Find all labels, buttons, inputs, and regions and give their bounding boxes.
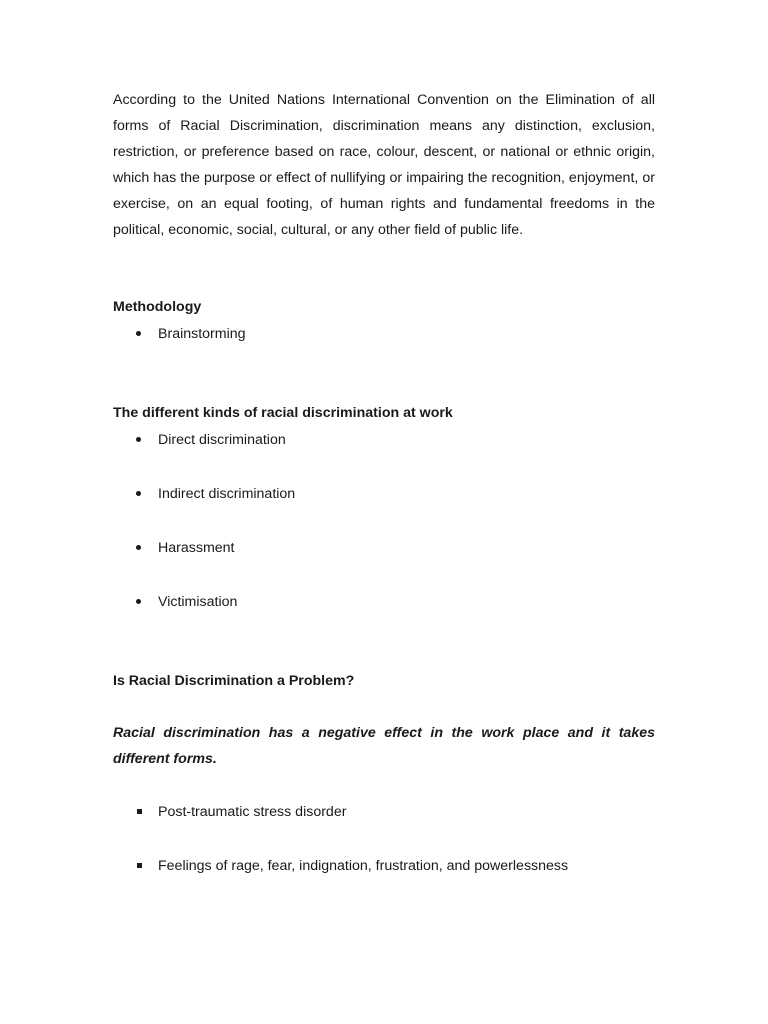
bullet-icon <box>136 545 141 550</box>
list-item: Victimisation <box>158 594 238 610</box>
list-item: Brainstorming <box>158 326 246 342</box>
methodology-heading: Methodology <box>113 299 202 315</box>
bullet-icon <box>136 491 141 496</box>
list-item: Harassment <box>158 540 235 556</box>
problem-statement: Racial discrimination has a negative effect in the work place and it takes different forms. <box>113 725 655 767</box>
problem-heading: Is Racial Discrimination a Problem? <box>113 673 355 689</box>
square-bullet-icon <box>137 863 142 868</box>
kinds-heading: The different kinds of racial discrimination at work <box>113 405 453 421</box>
square-bullet-icon <box>137 809 142 814</box>
list-item: Feelings of rage, fear, indignation, frustration, and powerlessness <box>158 858 569 874</box>
bullet-icon <box>136 331 141 336</box>
bullet-icon <box>136 437 141 442</box>
bullet-icon <box>136 599 141 604</box>
list-item: Indirect discrimination <box>158 486 296 502</box>
list-item: Post-traumatic stress disorder <box>158 804 347 820</box>
list-item: Direct discrimination <box>158 432 286 448</box>
intro-paragraph: According to the United Nations International Convention on the Elimination of all forms of Racial Discrimination, discrimination means any distinction, exclusion, restriction, or preference based on race, colour, descent, or national or ethnic origin, which has the purpose or effect of nullifying or impairing the recognition, enjoyment, or exercise, on an equal footing, of human rights and fundamental freedoms in the political, economic, social, cultural, or any other field of public life. <box>113 92 655 238</box>
